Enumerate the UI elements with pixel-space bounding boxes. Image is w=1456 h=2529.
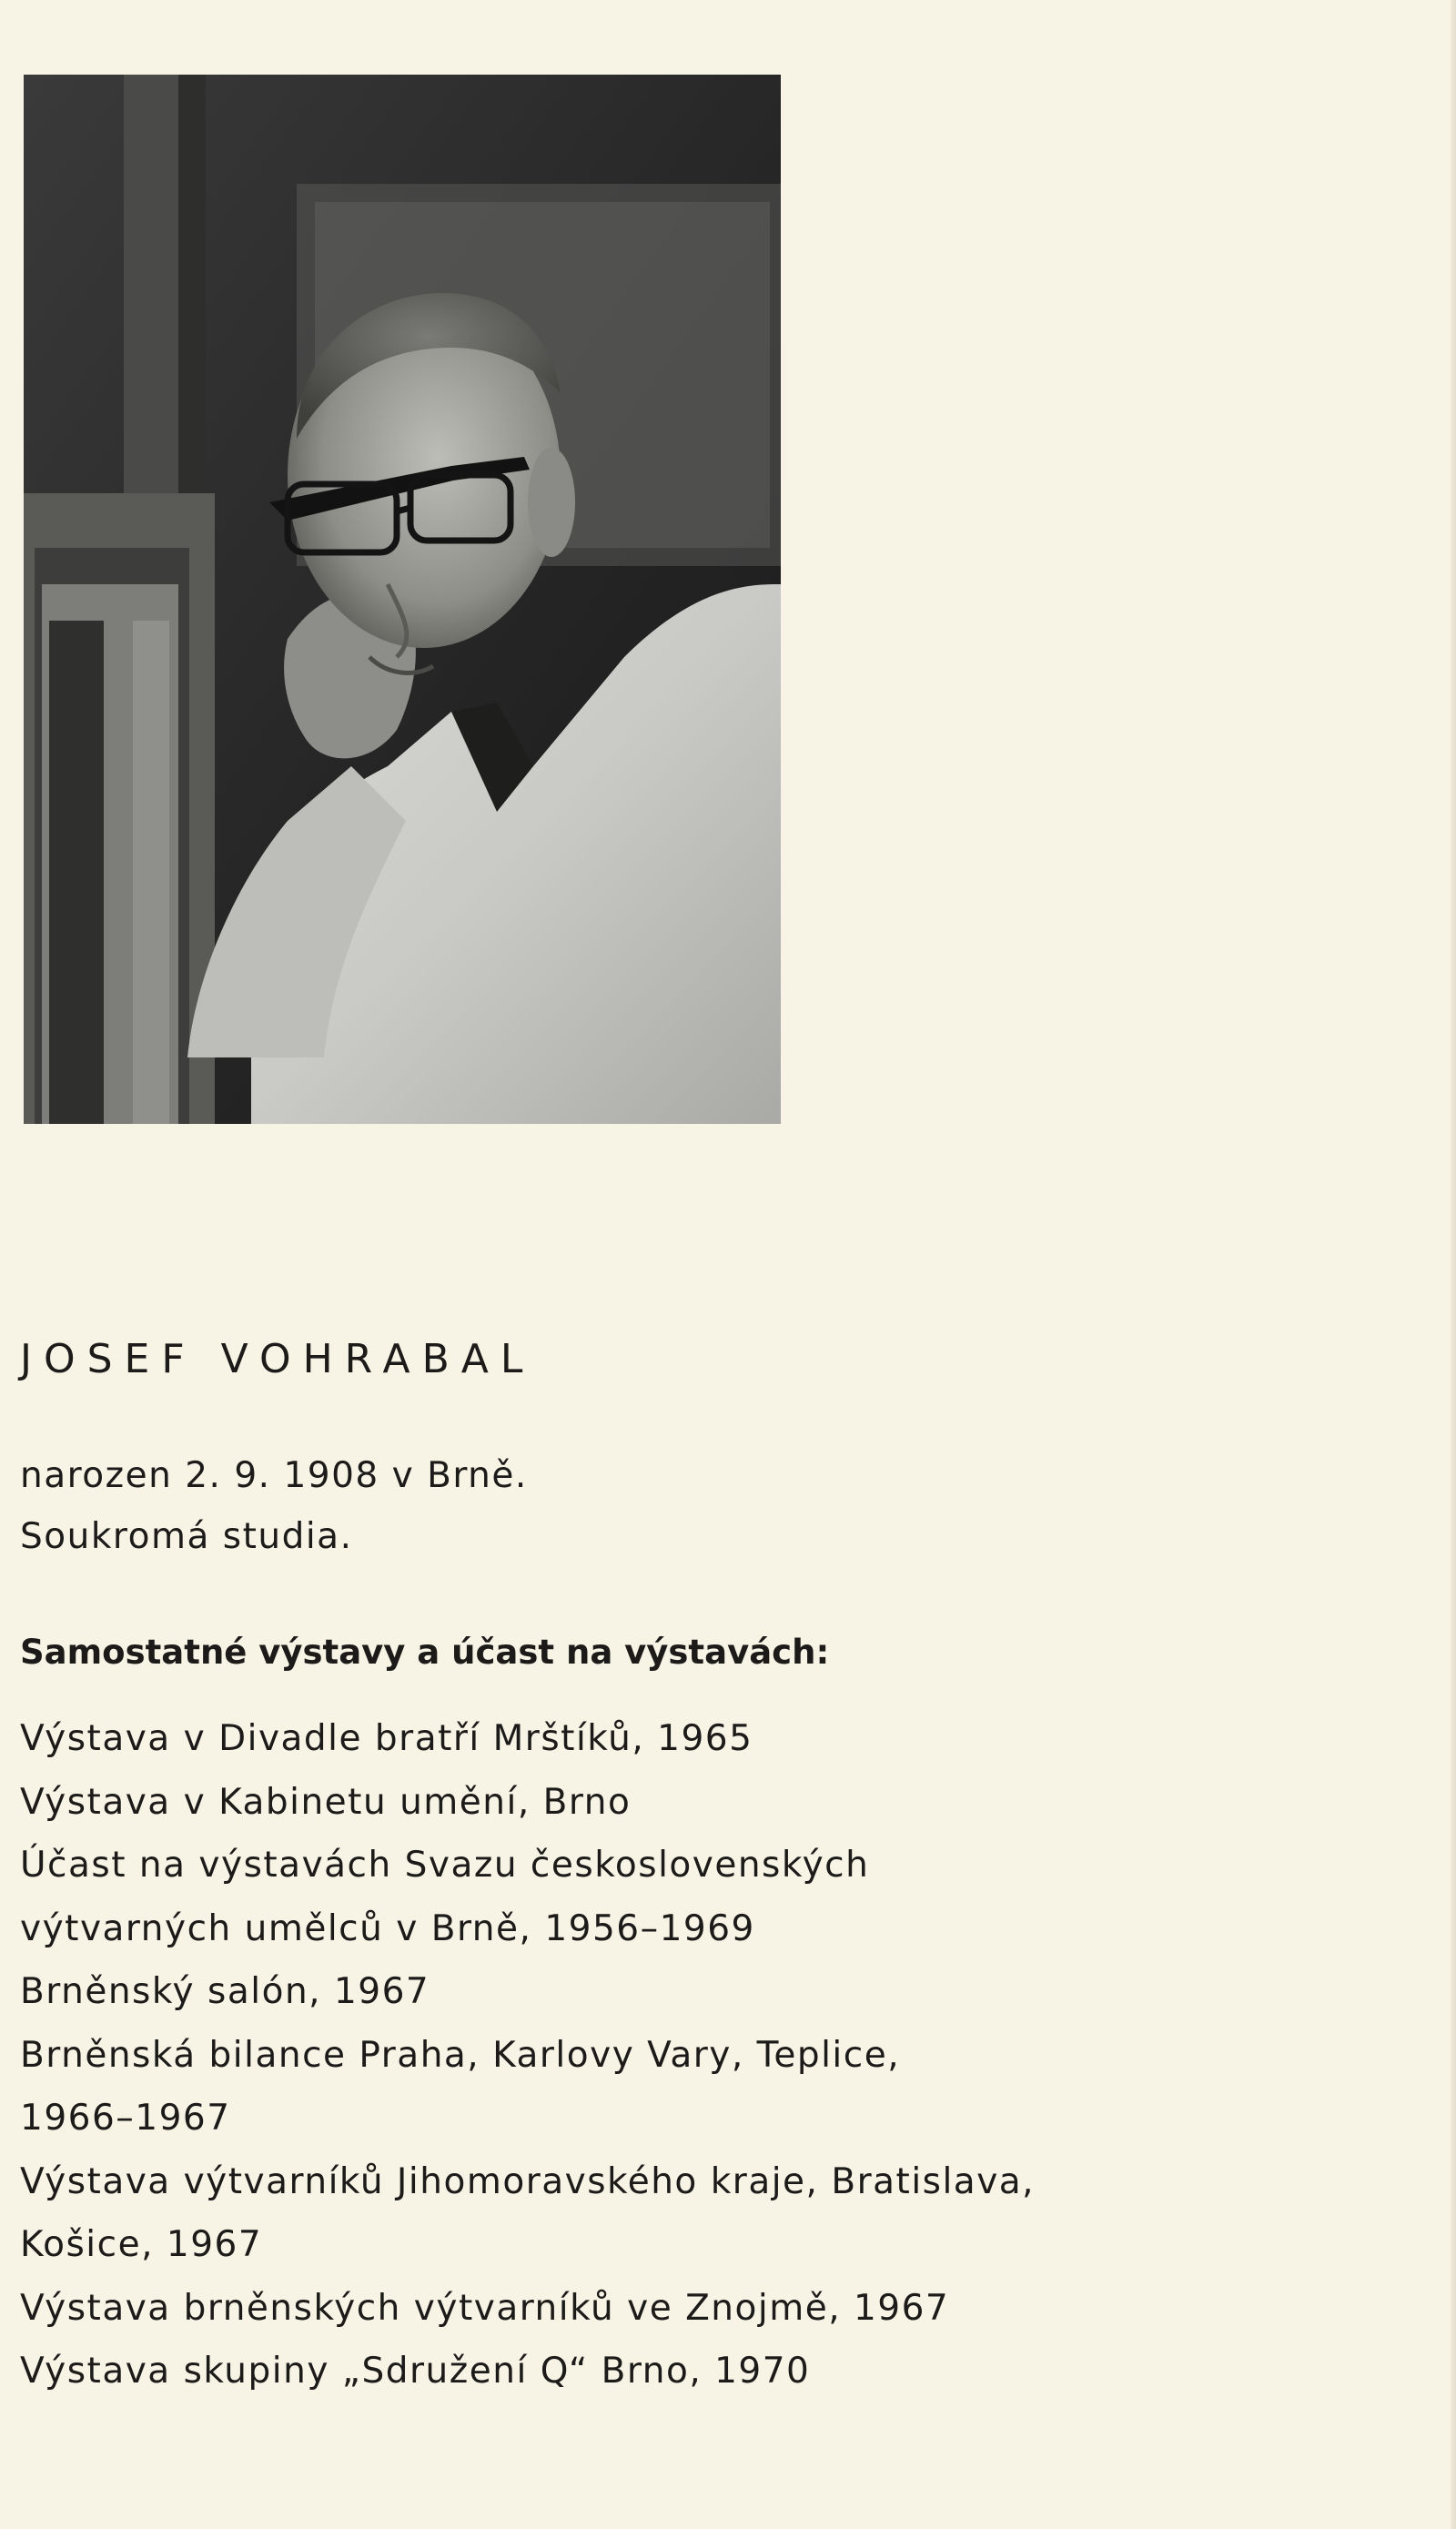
exhibitions-list xyxy=(20,1707,1035,2403)
exhibition-line: Brněnská bilance Praha, Karlovy Vary, Teplice, xyxy=(20,2034,901,2076)
artist-name: JOSEF VOHRABAL xyxy=(20,1336,535,1382)
artist-portrait-photo xyxy=(24,75,781,1124)
bio-line-birth: narozen 2. 9. 1908 v Brně. xyxy=(20,1455,528,1496)
exhibitions-heading: Samostatné výstavy a účast na výstavách: xyxy=(20,1633,830,1672)
bio-line-studies: Soukromá studia. xyxy=(20,1516,353,1557)
bio-list xyxy=(20,1445,528,1567)
exhibition-line: výtvarných umělců v Brně, 1956–1969 xyxy=(20,1907,755,1949)
exhibition-line: Účast na výstavách Svazu československých xyxy=(20,1845,870,1886)
exhibition-line: Košice, 1967 xyxy=(20,2224,263,2265)
page-edge xyxy=(1451,0,1456,2529)
exhibition-line: Brněnský salón, 1967 xyxy=(20,1971,430,2012)
exhibition-line: Výstava brněnských výtvarníků ve Znojmě, 1967 xyxy=(20,2287,950,2329)
exhibition-line: Výstava výtvarníků Jihomoravského kraje, Bratislava, xyxy=(20,2160,1036,2202)
exhibition-line: Výstava skupiny „Sdružení Q“ Brno, 1970 xyxy=(20,2351,811,2392)
exhibition-line: Výstava v Divadle bratří Mrštíků, 1965 xyxy=(20,1718,753,1759)
exhibition-line: Výstava v Kabinetu umění, Brno xyxy=(20,1781,632,1823)
exhibition-line: 1966–1967 xyxy=(20,2098,231,2139)
